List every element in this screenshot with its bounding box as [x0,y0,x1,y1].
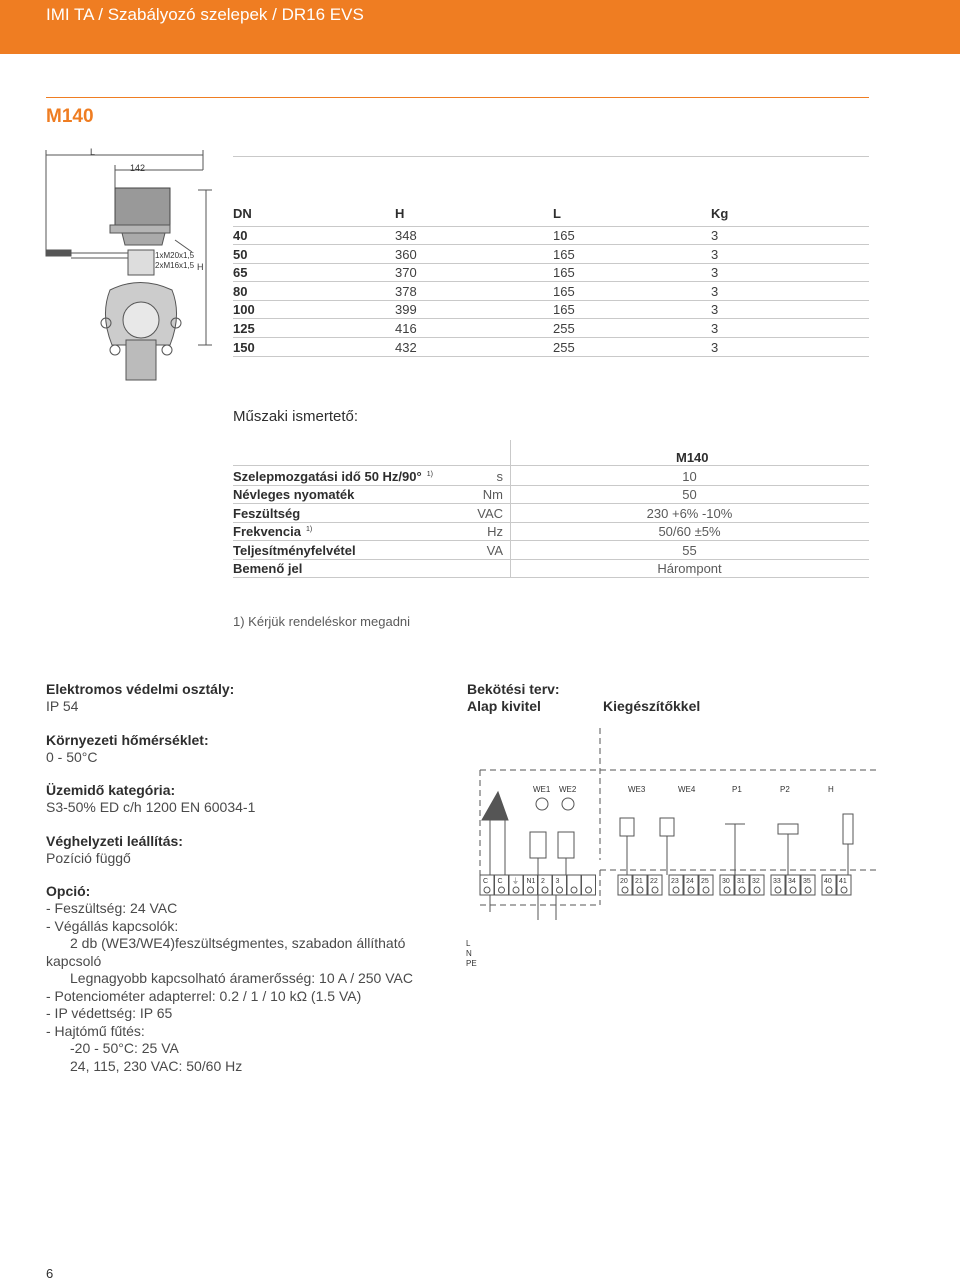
terminal-label: 25 [701,878,709,885]
footnote: 1) Kérjük rendeléskor megadni [233,614,411,629]
terminal-label: C [483,878,489,885]
header-title: IMI TA / Szabályozó szelepek / DR16 EVS [46,5,364,24]
tech-section-title: Műszaki ismertető: [233,408,359,425]
wiring-extra-label: Kiegészítőkkel [603,698,701,714]
duty-value: S3-50% ED c/h 1200 EN 60034-1 [46,799,256,815]
tech-row-value: 50/60 ±5% [658,524,721,540]
valve-drawing [40,140,230,390]
tech-row-value: 10 [682,469,697,484]
terminal-label: 32 [752,878,760,885]
terminal-label: 40 [824,878,832,885]
wiring-component-label: WE3 [628,785,646,794]
wiring-component-label: H [828,785,834,794]
tech-row-label: Feszültség [233,505,301,521]
terminal-label: 23 [671,878,679,885]
dim-table-cell: 165 [553,246,575,262]
dim-table-header: H [395,206,405,221]
dim-table-cell: 432 [395,339,417,355]
option-line: - IP védettség: IP 65 [46,1005,173,1021]
dim-table-header: L [553,206,561,221]
tech-row-value: 55 [682,542,697,558]
wiring-component-label: WE1 [533,785,551,794]
dim-table-cell: 165 [553,265,575,281]
terminal-box [582,875,596,895]
end-stop-label: Véghelyzeti leállítás: [46,833,183,849]
dim-142-label: 142 [130,163,146,173]
end-stop-value: Pozíció függő [46,850,131,866]
terminal-label: N1 [526,878,536,885]
dim-table-cell: 255 [553,339,575,355]
terminal-label: C [497,878,503,885]
tech-row-value: Hárompont [657,561,722,576]
supply-line-label: L [466,939,471,948]
dim-table-cell: 50 [233,246,248,262]
tech-table-header-rule [233,465,869,466]
tech-row-unit: Nm [482,487,503,503]
dim-table-header: Kg [711,206,729,221]
protection-label: Elektromos védelmi osztály: [46,681,235,697]
wiring-component-label: P1 [732,785,742,794]
supply-line-label: N [466,949,472,958]
terminal-label: 21 [635,878,643,885]
dim-table-cell: 3 [711,339,719,355]
option-line: - Hajtómű fűtés: [46,1022,145,1039]
option-line: 24, 115, 230 VAC: 50/60 Hz [70,1057,243,1074]
terminal-label: 2 [541,878,545,885]
ambient-label: Környezeti hőmérséklet: [46,732,209,748]
dim-table-row-rule [233,281,869,282]
tech-row-label: Bemenő jel [233,561,303,576]
dim-table-row-rule [233,318,869,319]
dim-table-cell: 165 [553,283,575,299]
dim-table-cell: 3 [711,283,719,299]
protection-value: IP 54 [46,698,79,714]
terminal-label: 24 [686,878,694,885]
tech-row-label: Szelepmozgatási idő 50 Hz/90° $^{1)}$ [233,469,433,484]
tech-table-header: M140 [676,450,709,465]
tech-row-unit: s [496,469,503,484]
tech-row-label: Névleges nyomaték [233,487,355,503]
dim-table-cell: 40 [233,228,248,243]
wiring-component-label: P2 [780,785,790,794]
dim-table-row-rule [233,356,869,357]
dim-table-row-rule [233,337,869,338]
dim-table-cell: 3 [711,228,719,243]
page-number: 6 [46,1266,54,1281]
dim-table-cell: 416 [395,321,417,336]
tech-row-footnote-mark: 1) [426,470,433,478]
tech-row-label: Frekvencia $^{1)}$ [233,524,313,540]
terminal-label: 35 [803,878,811,885]
ambient-value: 0 - 50°C [46,749,98,765]
wiring-title: Bekötési terv: [467,681,560,697]
option-line: kapcsoló [46,952,102,969]
tech-row-rule [233,577,869,578]
terminal-label: ⏚ [512,878,519,885]
tech-row-rule [233,522,869,523]
dim-table-cell: 125 [233,321,255,336]
tech-row-value: 230 +6% -10% [646,505,733,521]
duty-label: Üzemidő kategória: [46,782,176,798]
tech-row-rule [233,559,869,560]
dim-table-header-rule [233,226,869,227]
dim-l-label: L [90,147,96,157]
dim-table-cell: 399 [395,302,417,318]
tech-row-rule [233,540,869,541]
terminal-label: 30 [722,878,730,885]
terminal-label: 3 [555,878,560,885]
dim-table-cell: 165 [553,228,575,243]
dim-table-cell: 348 [395,228,417,243]
tech-table [233,440,869,580]
tech-row-unit: VA [486,542,503,558]
option-line: - Feszültség: 24 VAC [46,900,178,916]
dimension-table [233,206,869,356]
option-line: Legnagyobb kapcsolható áramerősség: 10 A / 250 VAC [70,970,413,986]
thread-label-2: 2xM16x1,5 [155,261,195,270]
terminal-label: 20 [620,878,628,885]
tech-row-footnote-mark: 1) [305,525,313,533]
dim-table-cell: 360 [395,246,417,262]
wiring-component-label: WE4 [678,785,696,794]
dim-table-cell: 3 [711,321,719,336]
terminal-label: 41 [839,878,847,885]
dim-table-row-rule [233,263,869,264]
dim-table-cell: 100 [233,302,255,318]
dim-table-cell: 3 [711,246,719,262]
tech-row-unit: Hz [487,524,503,540]
option-line: - Végállás kapcsolók: [46,917,179,934]
dim-table-cell: 150 [233,339,255,355]
title-rule [46,97,869,98]
terminal-label: 33 [773,878,781,885]
dim-table-cell: 370 [395,265,417,281]
option-label: Opció: [46,883,91,899]
dim-table-header: DN [233,206,252,221]
dim-table-cell: 3 [711,302,719,318]
supply-line-label: PE [466,959,477,968]
terminal-box [567,875,581,895]
terminal-label: 31 [737,878,745,885]
tech-row-unit: VAC [477,505,503,521]
option-line: -20 - 50°C: 25 VA [70,1040,179,1056]
tech-row-rule [233,503,869,504]
tech-row-label: Teljesítményfelvétel [233,542,356,558]
dim-table-row-rule [233,244,869,245]
dim-table-cell: 80 [233,283,248,299]
thread-label-1: 1xM20x1,5 [155,251,195,260]
dim-table-cell: 165 [553,302,575,318]
wiring-basic-label: Alap kivitel [467,698,541,714]
option-line: 2 db (WE3/WE4)feszültségmentes, szabadon állítható [70,935,406,951]
dim-h-label: H [197,262,204,272]
wiring-component-label: WE2 [559,785,577,794]
product-title: M140 [46,106,94,127]
dim-table-row-rule [233,300,869,301]
option-line: - Potenciométer adapterrel: 0.2 / 1 / 10 kΩ (1.5 VA) [46,987,362,1004]
dim-table-cell: 378 [395,283,417,299]
dim-table-cell: 255 [553,321,575,336]
terminal-label: 22 [650,878,658,885]
tech-row-rule [233,485,869,486]
wiring-diagram [460,720,880,1000]
dim-table-cell: 65 [233,265,248,281]
terminal-label: 34 [788,878,796,885]
tech-row-value: 50 [682,487,697,503]
dim-table-cell: 3 [711,265,719,281]
dim-table-top-rule [233,156,869,157]
